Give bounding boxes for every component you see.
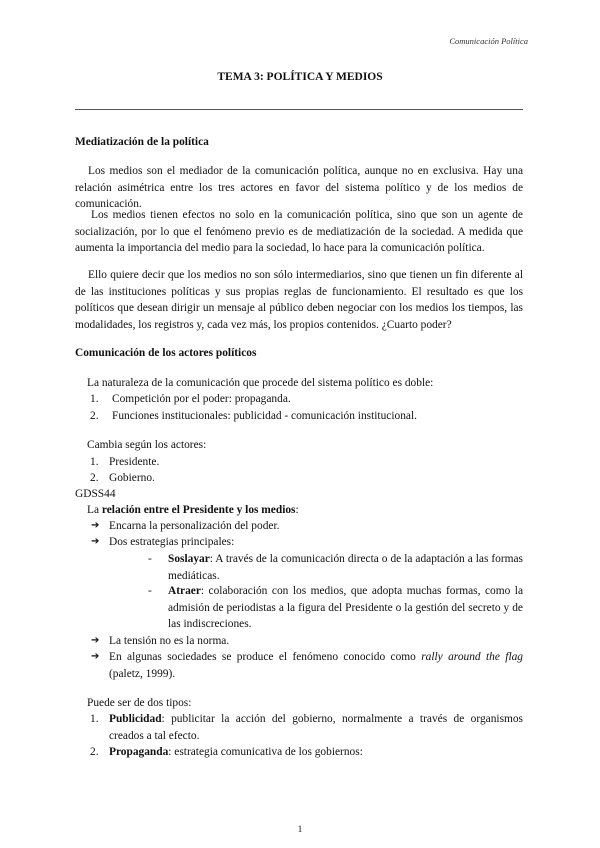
text: : (295, 504, 299, 516)
list-number: 2. (90, 746, 99, 758)
tipo-publicidad (109, 711, 523, 744)
list-item: Funciones institucionales: publicidad - comunicación institucional. (112, 410, 417, 422)
dash-bullet: - (148, 553, 152, 565)
tipos-text: Puede ser de dos tipos: (87, 697, 192, 709)
arrow-bullet-icon: ➔ (91, 635, 100, 646)
strategy-atraer (168, 583, 523, 633)
list-number: 2. (90, 472, 99, 484)
code-text: GDSS44 (75, 488, 116, 500)
title-divider (75, 109, 523, 110)
relacion-heading (87, 502, 299, 519)
list-item: Presidente. (109, 456, 160, 468)
arrow-bullet-icon: ➔ (91, 651, 100, 662)
text: La (87, 504, 102, 516)
paragraph-2: Los medios tienen efectos no solo en la comunicación política, sino que son un agente de socialización, por lo que el fenómeno previo es de mediatización de la sociedad. A medida que aumenta la importancia del medio para la sociedad, lo hace para la comunicación política. (75, 209, 523, 255)
bullet-item: La tensión no es la norma. (109, 635, 230, 647)
term: Publicidad (109, 713, 162, 725)
bullet-item: Dos estrategias principales: (109, 536, 235, 548)
running-header: Comunicación Política (449, 36, 528, 46)
list-item: Competición por el poder: propaganda. (112, 393, 291, 405)
arrow-bullet-icon: ➔ (91, 536, 100, 547)
cambia-text: Cambia según los actores: (87, 439, 207, 451)
term: Soslayar (168, 553, 210, 565)
intro-text: La naturaleza de la comunicación que procede del sistema político es doble: (87, 377, 434, 389)
list-item: Gobierno. (109, 472, 155, 484)
section-heading-mediatizacion: Mediatización de la política (75, 136, 209, 148)
bold-text: relación entre el Presidente y los medios (101, 504, 296, 516)
definition: : A través de la comunicación directa o de la adaptación a las formas mediáticas. (168, 553, 523, 582)
paragraph-1: Los medios son el mediador de la comunicación política, aunque no en exclusiva. Hay una relación asimétrica entre los tres actores en favor del sistema político y de los medios de comunicación. (75, 165, 523, 211)
list-number: 2. (90, 410, 99, 422)
dash-bullet: - (148, 585, 152, 597)
term: Atraer (168, 585, 201, 597)
text: (paletz, 1999). (109, 667, 176, 680)
arrow-bullet-icon: ➔ (91, 520, 100, 531)
definition: : estrategia comunicativa de los gobiernos: (168, 746, 363, 758)
term: Propaganda (109, 746, 169, 758)
paragraph-3: Ello quiere decir que los medios no son sólo intermediarios, sino que tienen un fin diferente al de las instituciones políticas y sus propias reglas de funcionamiento. El resultado es que los políticos que desean dirigir un mensaje al público deben negociar con los medios los tiempos, las modalidades, los registros y, cada vez más, los propios contenidos. ¿Cuarto poder? (75, 269, 523, 331)
tipo-propaganda (109, 744, 523, 761)
list-number: 1. (90, 713, 99, 725)
text: En algunas sociedades se produce el fenómeno conocido como (109, 651, 422, 663)
section-heading-actores: Comunicación de los actores políticos (75, 347, 257, 359)
definition: : publicitar la acción del gobierno, normalmente a través de organismos creados a tal efecto. (109, 713, 523, 742)
bullet-item-rally (109, 649, 523, 682)
list-number: 1. (90, 393, 99, 405)
definition: : colaboración con los medios, que adopta muchas formas, como la admisión de periodistas a la figura del Presidente o la gestión del secreto y de las indiscreciones. (168, 585, 523, 631)
strategy-soslayar (168, 551, 523, 584)
italic-term: rally around the flag (421, 651, 523, 663)
page-title: TEMA 3: POLÍTICA Y MEDIOS (217, 71, 383, 83)
bullet-item: Encarna la personalización del poder. (109, 520, 280, 532)
list-number: 1. (90, 456, 99, 468)
page-number: 1 (297, 824, 303, 834)
